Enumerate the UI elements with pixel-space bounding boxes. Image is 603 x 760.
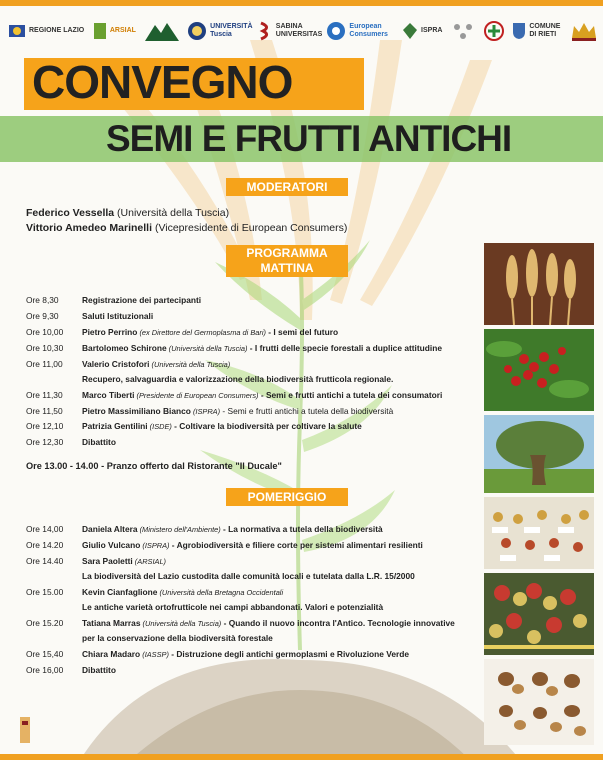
row-time: Ore 14.20: [26, 540, 64, 550]
row-affiliation: (ISPRA): [140, 541, 170, 550]
row-speaker: Dibattito: [82, 437, 116, 447]
row-time: Ore 11,30: [26, 390, 63, 400]
row-topic: - Quando il nuovo incontra l'Antico. Tecnologie innovative: [221, 618, 455, 628]
schedule-row: [26, 437, 116, 447]
row-time: Ore 10,00: [26, 327, 64, 337]
schedule-row: [26, 406, 393, 416]
schedule-row: [26, 295, 201, 305]
lunch-break: Ore 13.00 - 14.00 - Pranzo offerto dal Ristorante "Il Ducale": [26, 461, 282, 471]
top-accent-bar: [0, 0, 603, 6]
row-time: Ore 15.20: [26, 618, 64, 628]
schedule-row: [26, 618, 455, 628]
row-speaker: Saluti Istituzionali: [82, 311, 154, 321]
schedule-row: [26, 649, 409, 659]
schedule-row: [26, 587, 283, 597]
row-speaker: Giulio Vulcano: [82, 540, 141, 550]
network-icon: [451, 21, 475, 41]
row-affiliation: (Università della Tuscia): [149, 360, 231, 369]
row-topic: - Agrobiodiversità e filiere corte per sistemi alimentari resilienti: [169, 540, 423, 550]
row-speaker: Marco Tiberti: [82, 390, 135, 400]
logo-label: REGIONE LAZIO: [29, 27, 85, 34]
schedule-row: [26, 556, 166, 566]
designer-logo-icon: [18, 715, 32, 745]
logo-ispra: [402, 16, 442, 46]
row-affiliation: (Università della Bretagna Occidentali: [157, 588, 284, 597]
schedule-row: [26, 311, 153, 321]
moderator-role: (Università della Tuscia): [114, 207, 230, 219]
moderator-item: [26, 222, 347, 234]
mountain-icon: [145, 21, 179, 41]
row-affiliation: (Presidente di European Consumers): [134, 391, 259, 400]
row-speaker: Patrizia Gentilini: [82, 421, 148, 431]
logo-label: COMUNE DI RIETI: [529, 23, 561, 38]
row-affiliation: (Università della Tuscia): [166, 344, 248, 353]
row-speaker: Tatiana Marras: [82, 618, 141, 628]
afternoon-program-label: POMERIGGIO: [226, 488, 348, 506]
row-topic: - Coltivare la biodiversità per coltivare la salute: [171, 421, 362, 431]
schedule-row: [26, 359, 230, 369]
schedule-row: [26, 421, 362, 431]
row-topic-continuation: La biodiversità del Lazio custodita dalle comunità locali e tutelata dalla L.R. 15/2000: [82, 571, 415, 581]
crown-icon: [570, 20, 598, 42]
morning-program-label: [226, 245, 348, 277]
row-topic: - La normativa a tutela della biodiversità: [220, 524, 383, 534]
schedule-row: [26, 540, 423, 550]
bottom-accent-bar: [0, 754, 603, 760]
logo-label: SABINA UNIVERSITAS: [275, 23, 323, 38]
row-topic: - I frutti delle specie forestali a duplice attitudine: [247, 343, 443, 353]
sponsor-logos: [8, 14, 598, 48]
schedule-row: [26, 327, 338, 337]
row-topic: - I semi del futuro: [265, 327, 339, 337]
row-speaker: Valerio Cristofori: [82, 359, 150, 369]
row-topic: - Distruzione degli antichi germoplasmi e Rivoluzione Verde: [168, 649, 410, 659]
moderator-name: Federico Vessella: [26, 207, 115, 219]
moderator-name: Vittorio Amedeo Marinelli: [26, 222, 153, 234]
row-affiliation: (ex Direttore del Germoplasma di Bari): [137, 328, 266, 337]
logo-european-consumers: [326, 16, 393, 46]
row-time: Ore 12,30: [26, 437, 64, 447]
arsial-icon: [93, 22, 107, 40]
row-affiliation: (ARSIAL): [132, 557, 167, 566]
row-topic: - Semi e frutti antichi a tutela dei consumatori: [258, 390, 443, 400]
row-topic-continuation: Le antiche varietà ortofrutticole nei campi abbandonati. Valori e potenzialità: [82, 602, 384, 612]
row-speaker: Bartolomeo Schirone: [82, 343, 167, 353]
regione-lazio-icon: [8, 22, 26, 40]
university-seal-icon: [187, 21, 207, 41]
nuts-photo: [484, 659, 594, 745]
row-topic-continuation: per la conservazione della biodiversità forestale: [82, 633, 273, 643]
row-time: Ore 16,00: [26, 665, 64, 675]
republic-emblem-icon: [402, 22, 418, 40]
row-time: Ore 8,30: [26, 295, 59, 305]
logo-sabina: [259, 16, 323, 46]
row-time: Ore 11,00: [26, 359, 63, 369]
row-time: Ore 9,30: [26, 311, 59, 321]
logo-crown: [570, 16, 598, 46]
moderators-label: MODERATORI: [226, 178, 348, 196]
morning-label-line1: PROGRAMMA: [246, 246, 328, 260]
row-affiliation: (Università della Tuscia): [140, 619, 222, 628]
logo-label: UNIVERSITÀ Tuscia: [210, 23, 253, 38]
logo-arsial: [93, 16, 136, 46]
row-speaker: Pietro Perrino: [82, 327, 138, 337]
row-speaker: Chiara Madaro: [82, 649, 141, 659]
olive-tree-photo: [484, 415, 594, 493]
row-affiliation: (ISDE): [147, 422, 172, 431]
logo-label: ARSIAL: [109, 27, 136, 34]
apples-photo: [484, 573, 594, 655]
euro-consumers-icon: [326, 21, 346, 41]
fruit-display-photo: [484, 497, 594, 569]
schedule-row: [26, 524, 383, 534]
moderator-role: (Vicepresidente di European Consumers): [152, 222, 348, 234]
logo-tuscia: [187, 16, 253, 46]
logo-network: [451, 16, 475, 46]
row-speaker: Pietro Massimiliano Bianco: [82, 406, 191, 416]
moderator-item: [26, 207, 229, 219]
row-speaker: Registrazione dei partecipanti: [82, 295, 202, 305]
event-type-title: CONVEGNO: [32, 56, 293, 108]
row-time: Ore 15,40: [26, 649, 64, 659]
logo-label: ISPRA: [421, 27, 443, 34]
sabina-icon: [259, 21, 273, 41]
row-speaker: Dibattito: [82, 665, 116, 675]
berries-photo: [484, 329, 594, 411]
schedule-row: [26, 343, 442, 353]
morning-label-line2: MATTINA: [260, 261, 314, 275]
wheat-photo: [484, 243, 594, 325]
row-time: Ore 11,50: [26, 406, 63, 416]
crest-icon: [512, 22, 526, 40]
row-time: Ore 10,30: [26, 343, 64, 353]
row-affiliation: (IASSP): [140, 650, 169, 659]
cross-emblem-icon: [484, 21, 504, 41]
row-topic: - Semi e frutti antichi a tutela della biodiversità: [220, 406, 394, 416]
row-affiliation: (ISPRA): [190, 407, 221, 416]
row-time: Ore 15.00: [26, 587, 64, 597]
row-speaker: Kevin Cianfaglione: [82, 587, 158, 597]
row-time: Ore 14,00: [26, 524, 64, 534]
row-speaker: Daniela Altera: [82, 524, 138, 534]
logo-cross-emblem: [484, 16, 504, 46]
row-time: Ore 12,10: [26, 421, 64, 431]
row-topic-continuation: Recupero, salvaguardia e valorizzazione della biodiversità frutticola regionale.: [82, 374, 394, 384]
logo-mountains: [145, 16, 179, 46]
row-time: Ore 14.40: [26, 556, 64, 566]
schedule-row: [26, 665, 116, 675]
logo-label: European Consumers: [349, 23, 388, 38]
event-title: SEMI E FRUTTI ANTICHI: [106, 118, 512, 159]
row-speaker: Sara Paoletti: [82, 556, 133, 566]
schedule-row: [26, 390, 442, 400]
row-affiliation: (Ministero dell'Ambiente): [137, 525, 221, 534]
logo-comune-rieti: [512, 16, 561, 46]
logo-regione-lazio: [8, 16, 84, 46]
